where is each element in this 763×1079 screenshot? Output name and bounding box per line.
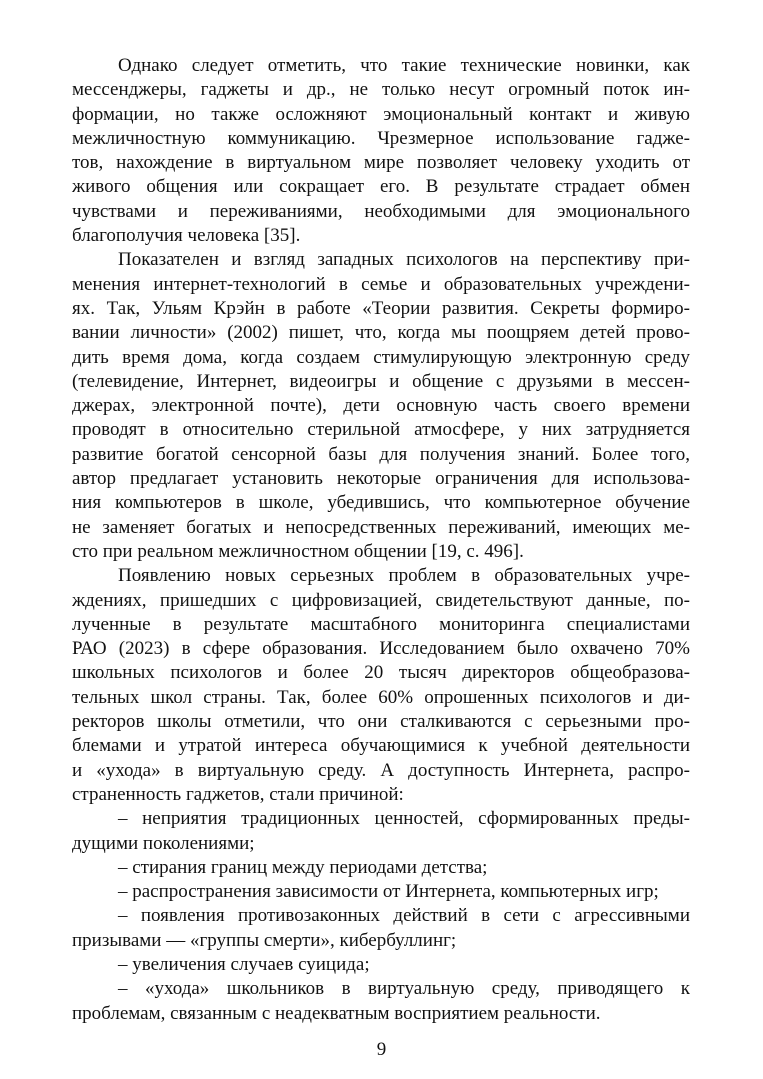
text-line: ния компьютеров в школе, убедившись, что компьютерное обучение [72,492,690,514]
text-line: Показателен и взгляд западных психологов на перспективу при- [118,249,690,271]
text-line: менения интернет-технологий в семье и образовательных учреждени- [72,273,690,295]
page-body [72,54,690,1026]
text-line: призывами — «группы смерти», кибербуллинг; [72,929,457,951]
text-line: тельных школ страны. Так, более 60% опрошенных психологов и ди- [72,686,690,708]
text-line: – увеличения случаев суицида; [118,953,370,975]
text-line: лученные в результате масштабного мониторинга специалистами [72,613,690,635]
list-item [72,856,690,880]
text-line: тов, нахождение в виртуальном мире позволяет человеку уходить от [72,152,690,174]
text-line: сто при реальном межличностном общении [19, с. 496]. [72,540,524,562]
text-line: дить время дома, когда создаем стимулирующую электронную среду [72,346,690,368]
text-line: дущими поколениями; [72,832,255,854]
list-item [72,880,690,904]
text-line: ректоров школы отметили, что они сталкиваются с серьезными про- [72,711,690,733]
text-line: страненность гаджетов, стали причиной: [72,783,404,805]
text-line: джерах, электронной почте), дети основную часть своего времени [72,395,690,417]
text-line: чувствами и переживаниями, необходимыми для эмоционального [72,200,690,222]
text-line: (телевидение, Интернет, видеоигры и общение с друзьями в мессен- [72,370,690,392]
text-line: не заменяет богатых и непосредственных переживаний, имеющих ме- [72,516,690,538]
text-line: – неприятия традиционных ценностей, сформированных преды- [118,808,690,830]
text-line: ях. Так, Ульям Крэйн в работе «Теории развития. Секреты формиро- [72,297,690,319]
text-line: Однако следует отметить, что такие технические новинки, как [118,55,690,76]
text-line: развитие богатой сенсорной базы для получения знаний. Более того, [72,443,690,465]
text-line: – «ухода» школьников в виртуальную среду, приводящего к [118,978,690,1000]
text-line: мессенджеры, гаджеты и др., не только несут огромный поток ин- [72,79,690,101]
paragraph-3 [72,564,690,807]
page-number: 9 [376,1039,387,1060]
text-line: блемами и утратой интереса обучающимися к учебной деятельности [72,735,690,757]
text-line: проводят в относительно стерильной атмосфере, у них затрудняется [72,419,690,441]
text-line: – стирания границ между периодами детства; [118,856,488,878]
list-item [72,904,690,953]
text-line: – распространения зависимости от Интернета, компьютерных игр; [118,881,659,903]
text-line: – появления противозаконных действий в сети с агрессивными [118,905,690,927]
text-line: межличностную коммуникацию. Чрезмерное использование гадже- [72,127,690,149]
text-line: школьных психологов и более 20 тысяч директоров общеобразова- [72,662,690,684]
list-item [72,953,690,977]
text-line: проблемам, связанным с неадекватным восприятием реальности. [72,1002,601,1024]
list-item [72,807,690,856]
paragraph-2 [72,248,690,564]
text-line: ждениях, пришедших с цифровизацией, свидетельствуют данные, по- [72,589,690,611]
text-line: благополучия человека [35]. [72,225,301,247]
paragraph-1 [72,54,690,248]
list-item [72,977,690,1026]
text-line: и «ухода» в виртуальную среду. А доступность Интернета, распро- [72,759,690,781]
text-line: автор предлагает установить некоторые ограничения для использова- [72,468,690,490]
text-line: вании личности» (2002) пишет, что, когда мы поощряем детей прово- [72,322,690,344]
text-line: живого общения или сокращает его. В результате страдает обмен [72,176,690,198]
text-line: РАО (2023) в сфере образования. Исследованием было охвачено 70% [72,638,690,660]
text-line: Появлению новых серьезных проблем в образовательных учре- [118,565,690,587]
text-line: формации, но также осложняют эмоциональный контакт и живую [72,103,690,125]
